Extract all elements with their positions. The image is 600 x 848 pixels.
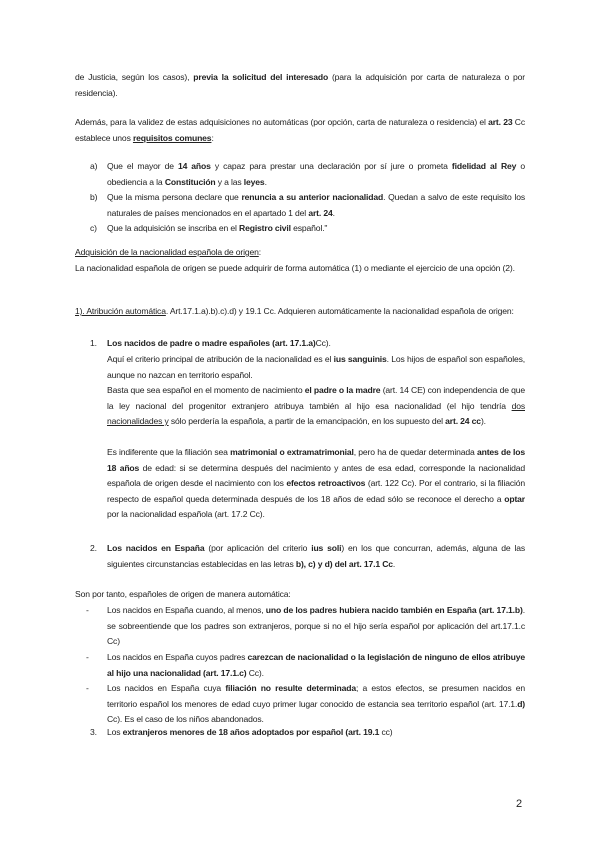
text-run: : [258,247,262,257]
p-atribucion [75,304,525,320]
text-run: ). [480,416,486,427]
text-run: : [211,132,214,143]
item-b [90,190,525,221]
text-run: Que la misma persona declare que [107,192,242,202]
text-run: . Los hijos de español son españoles, aunque no nazcan en territorio español. [107,354,525,380]
text-run: de edad: si se determina después del nacimiento y antes de esa edad, corresponde la nacionalidad española de origen desde el nacimiento con los [107,462,525,489]
bold-text: optar [504,493,525,504]
text-run: Los nacidos en España cuyos padres [107,652,248,662]
dash-2 [86,650,525,681]
p-ademas [75,115,525,146]
text-run: (art. 14 CE) con independencia de que la ley nacional del progenitor extranjero atribuya también al hijo esa nacionalidad (el hijo tendría [107,385,525,411]
text-run: . [392,558,396,569]
text-run: Además, para la validez de estas adquisiciones no automáticas (por opción, carta de naturaleza o residencia) el [75,117,489,127]
bold-text: b), c) y d) del art. 17.1 Cc [295,558,393,569]
list-marker: 2. [90,543,97,553]
text-run: (art. 122 Cc). Por el contrario, si la filiación respecto de español queda determinada después de los 18 años de edad sólo se reconoce el derecho a [107,478,525,504]
text-run: . se sobreentiende que los padres son extranjeros, porque si no el hijo sería español por aplicación del art.17.1.c Cc) [107,605,525,647]
bold-text: art. 24 [308,207,333,218]
bold-text: Constitución [164,176,216,187]
text-run: cc) [379,727,393,737]
item-a [90,159,525,190]
dash-3 [86,681,525,728]
bold-text: 14 años [177,161,211,171]
text-run: Que el mayor de [107,161,178,171]
bold-text: requisitos comunes [132,132,212,143]
bold-text: antes de los 18 años [107,447,525,473]
text-run: Que la adquisición se inscriba en el [107,223,240,233]
list-marker: 1. [90,338,97,348]
item-2 [90,541,525,572]
page-number: 2 [516,798,523,810]
item-3 [90,725,525,741]
list-marker: 3. [90,727,97,737]
text-run: ) en los que concurran, además, alguna de las siguientes circunstancias establecidas en las letras [107,543,525,569]
text-run: . [332,207,335,218]
text-run: La nacionalidad española de origen se puede adquirir de forma automática (1) o mediante el ejercicio de una opción (2). [75,263,515,273]
list-marker: a) [90,161,98,171]
bold-text: art. 24 cc [445,416,481,427]
text-run: . Quedan a salvo de este requisito los naturales de países mencionados en el apartado 1 del [107,192,525,218]
p-son [75,587,525,603]
item-1-p3 [107,445,525,523]
bold-text: previa la solicitud del interesado [193,72,329,82]
text-run: . Art.17.1.a).b).c).d) y 19.1 Cc. Adquieren automáticamente la nacionalidad española de origen: [165,306,514,316]
bold-text: efectos retroactivos [286,478,366,489]
text-run: ; a estos efectos, se presumen nacidos en territorio español los menores de edad cuyo primer lugar conocido de estancia sea territorio español (art. 17.1. [107,683,525,709]
bold-text: matrimonial o extramatrimonial [230,447,354,457]
bold-text: fidelidad al Rey [451,161,517,171]
bold-text: filiación no resulte determinada [225,683,357,693]
item-1-p2 [107,383,525,430]
text-run: (por aplicación del criterio [204,543,312,553]
dash-1 [86,603,525,650]
item-c [90,221,525,237]
bold-text: Registro civil [239,223,291,233]
bold-text: renuncia a su anterior nacionalidad [241,192,384,202]
p-origen [75,261,525,277]
bold-text: ius soli [311,543,342,553]
text-run: Cc establece unos [75,117,525,143]
text-run: , pero ha de quedar determinada [353,447,477,457]
text-run: Es indiferente que la filiación sea [107,447,231,457]
text-run: y capaz para prestar una declaración por sí jure o prometa [210,161,452,171]
text-run: Cc). [315,338,331,348]
bold-text: ius sanguinis [333,354,387,364]
text-run: por la nacionalidad española (art. 17.2 Cc). [107,509,265,520]
text-run: español." [290,223,328,233]
text-run: Aquí el criterio principal de atribución de la nacionalidad es el [107,354,334,364]
list-marker: b) [90,192,98,202]
text-run: Los nacidos en España cuando, al menos, [107,605,266,615]
text-run: de Justicia, según los casos), [75,72,194,82]
text-run: o obediencia a la [107,161,525,187]
item-1-p1 [107,352,525,383]
list-marker: - [86,605,89,615]
bold-text: leyes [243,176,265,187]
text-run: Cc). Es el caso de los niños abandonados. [107,714,264,725]
bold-text: extranjeros menores de 18 años adoptados por español (art. 19.1 [122,727,380,737]
p-intro [75,70,525,101]
text-run: sólo perdería la española, a partir de la emancipación, en los supuesto del [168,416,446,427]
underlined-text: 1). Atribución automática [75,306,166,316]
bold-text: uno de los padres hubiera nacido también en España (art. 17.1.b) [265,605,523,615]
text-run: y a las [215,176,244,187]
text-run: . [264,176,267,187]
bold-text: d) [517,698,525,709]
bold-text: el padre o la madre [304,385,381,395]
text-run: Los [107,727,123,737]
text-run: Cc). [246,667,264,678]
underlined-text: dos nacionalidades y [107,400,525,427]
item-1 [90,336,525,352]
bold-text: Los nacidos en España [107,543,205,553]
bold-text: Los nacidos de padre o madre españoles (art. 17.1.a) [107,338,316,348]
text-run: Son por tanto, españoles de origen de manera automática: [75,589,291,599]
heading-origen [75,245,525,261]
text-run: Basta que sea español en el momento de nacimiento [107,385,305,395]
underlined-text: Adquisición de la nacionalidad española de origen [75,247,259,257]
bold-text: art. 23 [488,117,513,127]
text-run: Los nacidos en España cuya [107,683,226,693]
text-run: (para la adquisición por carta de naturaleza o por residencia). [75,72,525,98]
list-marker: - [86,652,89,662]
list-marker: c) [90,223,97,233]
bold-text: carezcan de nacionalidad o la legislación de ninguno de ellos atribuye al hijo una nacionalidad (art. 17.1.c) [107,652,525,678]
list-marker: - [86,683,89,693]
